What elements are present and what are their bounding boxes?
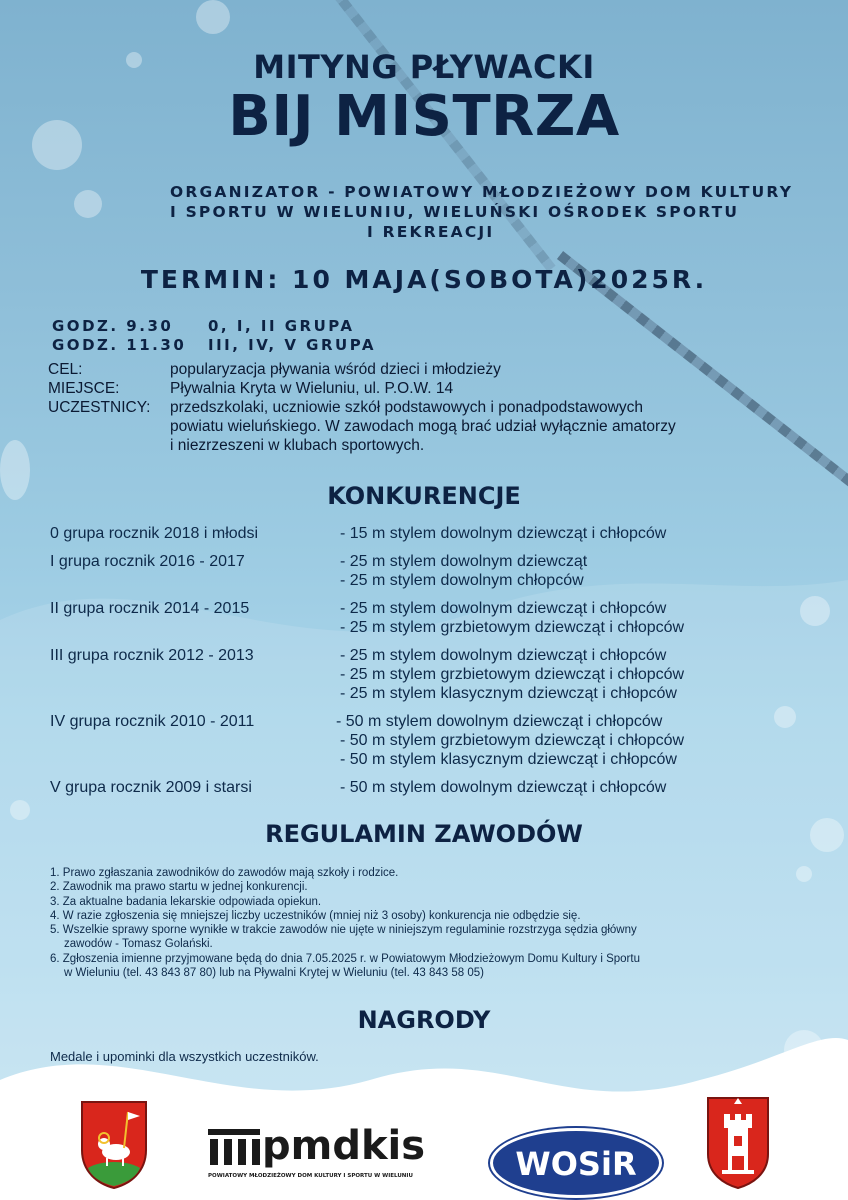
uczestnicy-line: powiatu wieluńskiego. W zawodach mogą brać udział wyłącznie amatorzy	[170, 418, 676, 435]
nagrody-text: Medale i upominki dla wszystkich uczestników.	[50, 1049, 319, 1064]
group-label: III grupa rocznik 2012 - 2013	[50, 647, 254, 664]
title-line-2: BIJ MISTRZA	[228, 84, 620, 149]
event-line: - 25 m stylem grzbietowym dziewcząt i chłopców	[340, 619, 685, 636]
event-line: - 25 m stylem dowolnym chłopców	[340, 572, 584, 589]
rule-line: w Wieluniu (tel. 43 843 87 80) lub na Pływalni Krytej w Wieluniu (tel. 43 843 58 05)	[64, 967, 484, 980]
rule-line: 2. Zawodnik ma prawo startu w jednej konkurencji.	[50, 881, 308, 894]
pmdkis-name: pmdkis	[262, 1123, 426, 1169]
konkurencje-heading: KONKURENCJE	[327, 482, 521, 510]
schedule-row	[52, 317, 376, 336]
title-line-1: MITYNG PŁYWACKI	[253, 48, 595, 86]
wosir-logo	[490, 1128, 662, 1198]
organizer-line: ORGANIZATOR - POWIATOWY MŁODZIEŻOWY DOM KULTURY	[170, 183, 794, 201]
organizer-line: I REKREACJI	[367, 223, 495, 241]
rule-line: 3. Za aktualne badania lekarskie odpowiada opiekun.	[50, 895, 322, 908]
wielun-city-coat-of-arms-icon	[706, 1096, 770, 1190]
group-label: V grupa rocznik 2009 i starsi	[50, 779, 252, 796]
uczestnicy-line: i niezrzeszeni w klubach sportowych.	[170, 437, 425, 454]
rule-line: 1. Prawo zgłaszania zawodników do zawodów mają szkoły i rodzice.	[50, 867, 399, 879]
house-icon	[208, 1129, 260, 1167]
rule-line: 5. Wszelkie sprawy sporne wynikłe w trakcie zawodów nie ujęte w niniejszym regulaminie rozstrzyga sędzia główny	[50, 924, 637, 937]
schedule-groups: III, IV, V GRUPA	[208, 336, 376, 354]
cel-value: popularyzacja pływania wśród dzieci i młodzieży	[170, 361, 501, 378]
rule-line: 4. W razie zgłoszenia się mniejszej liczby uczestników (mniej niż 3 osoby) konkurencja nie odbędzie się.	[50, 909, 581, 922]
event-line: - 50 m stylem dowolnym dziewcząt i chłopców	[336, 713, 663, 730]
schedule-row	[52, 336, 376, 355]
group-label: 0 grupa rocznik 2018 i młodsi	[50, 525, 259, 542]
uczestnicy-label: UCZESTNICY:	[48, 399, 151, 416]
event-line: - 25 m stylem dowolnym dziewcząt i chłopców	[340, 647, 667, 664]
event-line: - 50 m stylem dowolnym dziewcząt i chłopców	[340, 779, 667, 796]
organizer-block	[170, 182, 793, 242]
group-label: IV grupa rocznik 2010 - 2011	[50, 713, 255, 730]
cel-label: CEL:	[48, 361, 83, 378]
regulamin-heading: REGULAMIN ZAWODÓW	[265, 820, 583, 848]
miejsce-value: Pływalnia Kryta w Wieluniu, ul. P.O.W. 14	[170, 380, 454, 397]
schedule-groups: 0, I, II GRUPA	[208, 317, 355, 335]
schedule	[52, 317, 376, 355]
event-line: - 25 m stylem dowolnym dziewcząt	[340, 553, 588, 570]
pmdkis-caption: POWIATOWY MŁODZIEŻOWY DOM KULTURY I SPORTU W WIELUNIU	[208, 1173, 413, 1179]
wielun-county-coat-of-arms-icon	[80, 1100, 148, 1190]
event-line: - 25 m stylem klasycznym dziewcząt i chłopców	[340, 685, 677, 702]
nagrody-heading: NAGRODY	[357, 1006, 491, 1034]
pmdkis-logo	[208, 1125, 444, 1185]
info-block	[48, 360, 676, 455]
rule-line: 6. Zgłoszenia imienne przyjmowane będą do dnia 7.05.2025 r. w Powiatowym Młodzieżowym Domu Kultury i Sportu	[50, 952, 640, 965]
rule-line: zawodów - Tomasz Golański.	[64, 938, 213, 951]
regulamin-list	[50, 866, 640, 980]
group-label: II grupa rocznik 2014 - 2015	[50, 600, 250, 617]
wosir-name: WOSiR	[515, 1145, 637, 1183]
event-line: - 25 m stylem grzbietowym dziewcząt i chłopców	[340, 666, 685, 683]
event-line: - 50 m stylem grzbietowym dziewcząt i chłopców	[340, 732, 685, 749]
event-line: - 25 m stylem dowolnym dziewcząt i chłopców	[340, 600, 667, 617]
event-line: - 15 m stylem dowolnym dziewcząt i chłopców	[340, 525, 667, 542]
uczestnicy-line: przedszkolaki, uczniowie szkół podstawowych i ponadpodstawowych	[170, 399, 643, 416]
schedule-time: GODZ. 11.30	[52, 336, 187, 354]
group-label: I grupa rocznik 2016 - 2017	[50, 553, 245, 570]
event-date: TERMIN: 10 MAJA(SOBOTA)2025R.	[140, 265, 708, 294]
organizer-line: I SPORTU W WIELUNIU, WIELUŃSKI OŚRODEK SPORTU	[170, 203, 740, 221]
event-line: - 50 m stylem klasycznym dziewcząt i chłopców	[340, 751, 677, 768]
miejsce-label: MIEJSCE:	[48, 380, 120, 397]
schedule-time: GODZ. 9.30	[52, 317, 174, 335]
